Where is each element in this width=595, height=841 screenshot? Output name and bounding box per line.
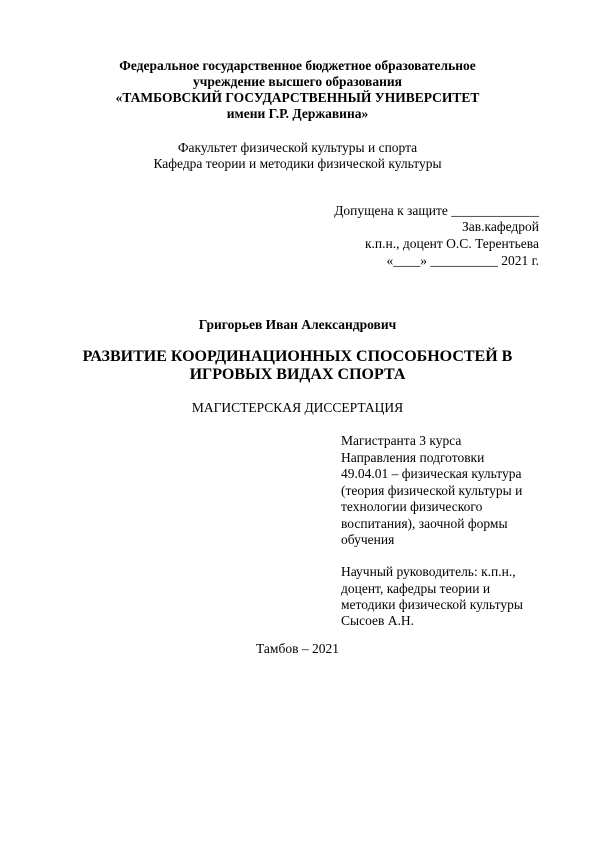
work-type: МАГИСТЕРСКАЯ ДИССЕРТАЦИЯ	[191, 400, 404, 415]
header-line-1: Федеральное государственное бюджетное образовательное	[119, 58, 476, 73]
student-line: обучения	[341, 532, 395, 547]
supervisor-name: Сысоев А.Н.	[341, 613, 414, 628]
header-line-2: учреждение высшего образования	[193, 74, 402, 89]
city-year: Тамбов – 2021	[256, 641, 339, 656]
supervisor-line: методики физической культуры	[341, 597, 523, 612]
student-line: 49.04.01 – физическая культура	[341, 466, 522, 481]
approval-date-line: «____» __________ 2021 г.	[386, 253, 539, 268]
approval-line-2: Зав.кафедрой	[461, 219, 539, 234]
header-line-4: имени Г.Р. Державина»	[226, 106, 369, 121]
thesis-title-line-1: РАЗВИТИЕ КООРДИНАЦИОННЫХ СПОСОБНОСТЕЙ В	[82, 348, 513, 365]
author-name: Григорьев Иван Александрович	[198, 317, 397, 332]
student-line: Направления подготовки	[341, 450, 485, 465]
approval-line-3: к.п.н., доцент О.С. Терентьева	[364, 236, 539, 251]
student-line: технологии физического	[341, 499, 483, 514]
faculty-line: Факультет физической культуры и спорта	[177, 140, 418, 155]
department-line: Кафедра теории и методики физической культуры	[153, 156, 442, 171]
student-line: Магистранта 3 курса	[341, 433, 462, 448]
header-line-3: «ТАМБОВСКИЙ ГОСУДАРСТВЕННЫЙ УНИВЕРСИТЕТ	[115, 90, 480, 105]
approval-line-1: Допущена к защите _____________	[334, 203, 539, 218]
supervisor-line: доцент, кафедры теории и	[341, 581, 491, 596]
supervisor-line: Научный руководитель: к.п.н.,	[341, 564, 516, 579]
student-line: воспитания), заочной формы	[341, 516, 508, 531]
student-line: (теория физической культуры и	[341, 483, 523, 498]
thesis-title-line-2: ИГРОВЫХ ВИДАХ СПОРТА	[189, 366, 406, 383]
